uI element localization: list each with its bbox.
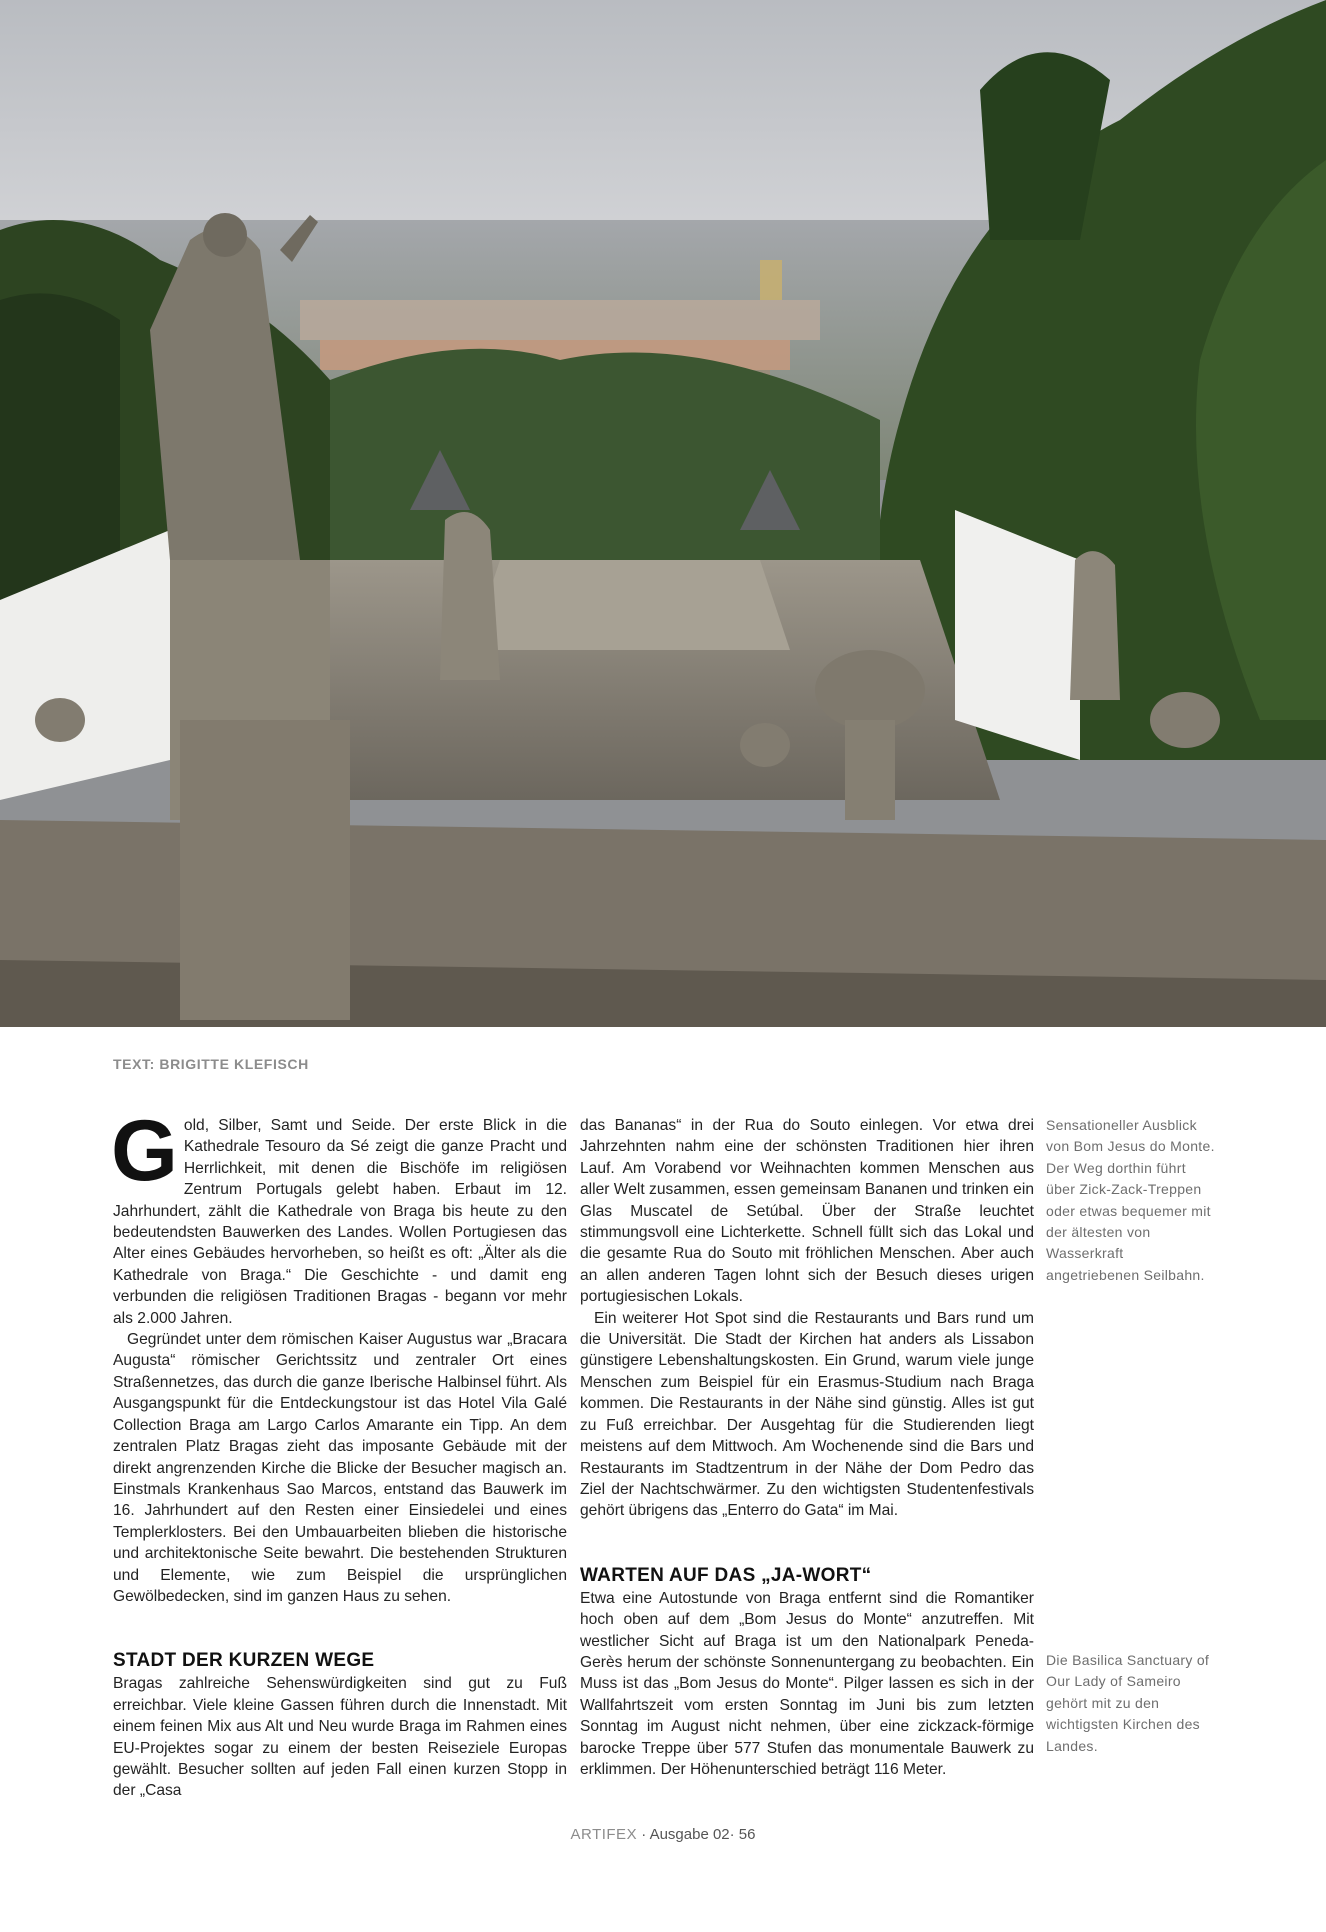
paragraph: Ein weiterer Hot Spot sind die Restaurants und Bars rund um die Universität. Die Stadt der Kirchen hat anders als Lissabon günstigere Lebenshaltungskosten. Ein Grund, warum viele junge Menschen zum Beispiel für ein Erasmus-Studium nach Braga kommen. Die Restaurants in der Nähe sind günstig. Alles ist gut zu Fuß erreichbar. Der Ausgehtag für die Studierenden liegt meistens auf dem Mittwoch. Am Wochenende sind die Bars und Restaurants im Stadtzentrum in der Nähe der Dom Pedro das Ziel der Nachtschwärmer. Zu den wichtigsten Studentenfestivals gehört übrigens das „Enterro do Gata“ im Mai. [580,1309,1034,1520]
paragraph: Etwa eine Autostunde von Braga entfernt sind die Romantiker hoch oben auf dem „Bom Jesus do Monte“ anzutreffen. Mit westlicher Sicht auf Braga ist um den Nationalpark Peneda-Gerès herum der schönste Sonnenuntergang zu beobachten. Ein Muss ist das „Bom Jesus do Monte“. Pilger lassen es sich in der Wallfahrtszeit vom ersten Sonntag im Juni bis zum letzten Sonntag im August nicht nehmen, über eine zickzack-förmige barocke Treppe über 577 Stufen das monumentale Bauwerk zu erklimmen. Der Höhenunterschied beträgt 116 Meter. [580,1589,1034,1778]
magazine-name: ARTIFEX [570,1826,638,1843]
paragraph: Gegründet unter dem römischen Kaiser Augustus war „Bracara Augusta“ römischer Gerichtssitz und zentraler Ort eines Straßennetzes, das durch die ganze Iberische Halbinsel führt. Als Ausgangspunkt für die Entdeckungstour ist das Hotel Vila Galé Collection Braga am Largo Carlos Amarante ein Tipp. An dem zentralen Platz Bragas zieht das imposante Gebäude mit der direkt angrenzenden Kirche die Blicke der Besucher magisch an. Einstmals Krankenhaus Sao Marcos, entstand das Bauwerk im 16. Jahrhundert auf den Resten einer Einsiedelei und eines Templerklosters. Bei den Umbauarbeiten blieben die historische und architektonische Seite bewahrt. Die bestehenden Strukturen und Elemente, wie zum Beispiel die ursprünglichen Gewölbedecken, sind im ganzen Haus zu sehen. [113,1331,567,1605]
intro-paragraph [111,1103,567,1329]
photo-caption: Sensationeller Ausblick von Bom Jesus do Monte. Der Weg dorthin führt über Zick-Zack-Treppen oder etwas bequemer mit der ältesten von Wasserkraft angetriebenen Seilbahn. [1046,1117,1215,1283]
page-footer [0,1826,1326,1843]
section-heading: STADT DER KURZEN WEGE [113,1650,375,1672]
section-heading: WARTEN AUF DAS „JA-WORT“ [580,1564,872,1586]
article-column-2 [580,1115,1034,1780]
article-column-1 [111,1103,567,1802]
photo-caption: Die Basilica Sanctuary of Our Lady of Sameiro gehört mit zu den wichtigsten Kirchen des Landes. [1046,1652,1210,1754]
paragraph: Bragas zahlreiche Sehenswürdigkeiten sind gut zu Fuß erreichbar. Viele kleine Gassen führen durch die Innenstadt. Mit einem feinen Mix aus Alt und Neu wurde Braga im Rahmen eines EU-Projektes sogar zu einem der besten Reiseziele Europas gewählt. Besucher sollten auf jeden Fall einen kurzen Stopp in der „Casa [113,1675,567,1800]
intro-paragraph-text: old, Silber, Samt und Seide. Der erste Blick in die Kathedrale Tesouro da Sé zeigt die ganze Pracht und Herrlichkeit, mit denen die Bischöfe im religiösen Zentrum Portugals gelebt haben. Erbaut im 12. Jahrhundert, zählt die Kathedrale von Braga bis heute zu den bedeutendsten Bauwerken des Landes. Wollen Portugiesen das Alter eines Gebäudes hervorheben, so heißt es oft: „Älter als die Kathedrale von Braga.“ Die Geschichte - und damit eng verbunden die religiösen Traditionen Bragas - begann vor mehr als 2.000 Jahren. [113,1117,567,1327]
issue-page: · Ausgabe 02· 56 [637,1826,756,1843]
byline: TEXT: BRIGITTE KLEFISCH [113,1056,309,1072]
paragraph: das Bananas“ in der Rua do Souto einlegen. Vor etwa drei Jahrzehnten nahm eine der schönsten Traditionen hier ihren Lauf. Am Vorabend vor Weihnachten kommen Menschen aus aller Welt zusammen, essen gemeinsam Bananen und trinken ein Glas Muscatel de Setúbal. Über der Straße leuchtet stimmungsvoll eine Lichterkette. Schnell füllt sich das Lokal und die gesamte Rua do Souto mit fröhlichen Menschen. Aber auch an allen anderen Tagen lohnt sich der Besuch dieses urigen portugiesischen Lokals. [580,1117,1034,1306]
dropcap: G [111,1103,178,1199]
